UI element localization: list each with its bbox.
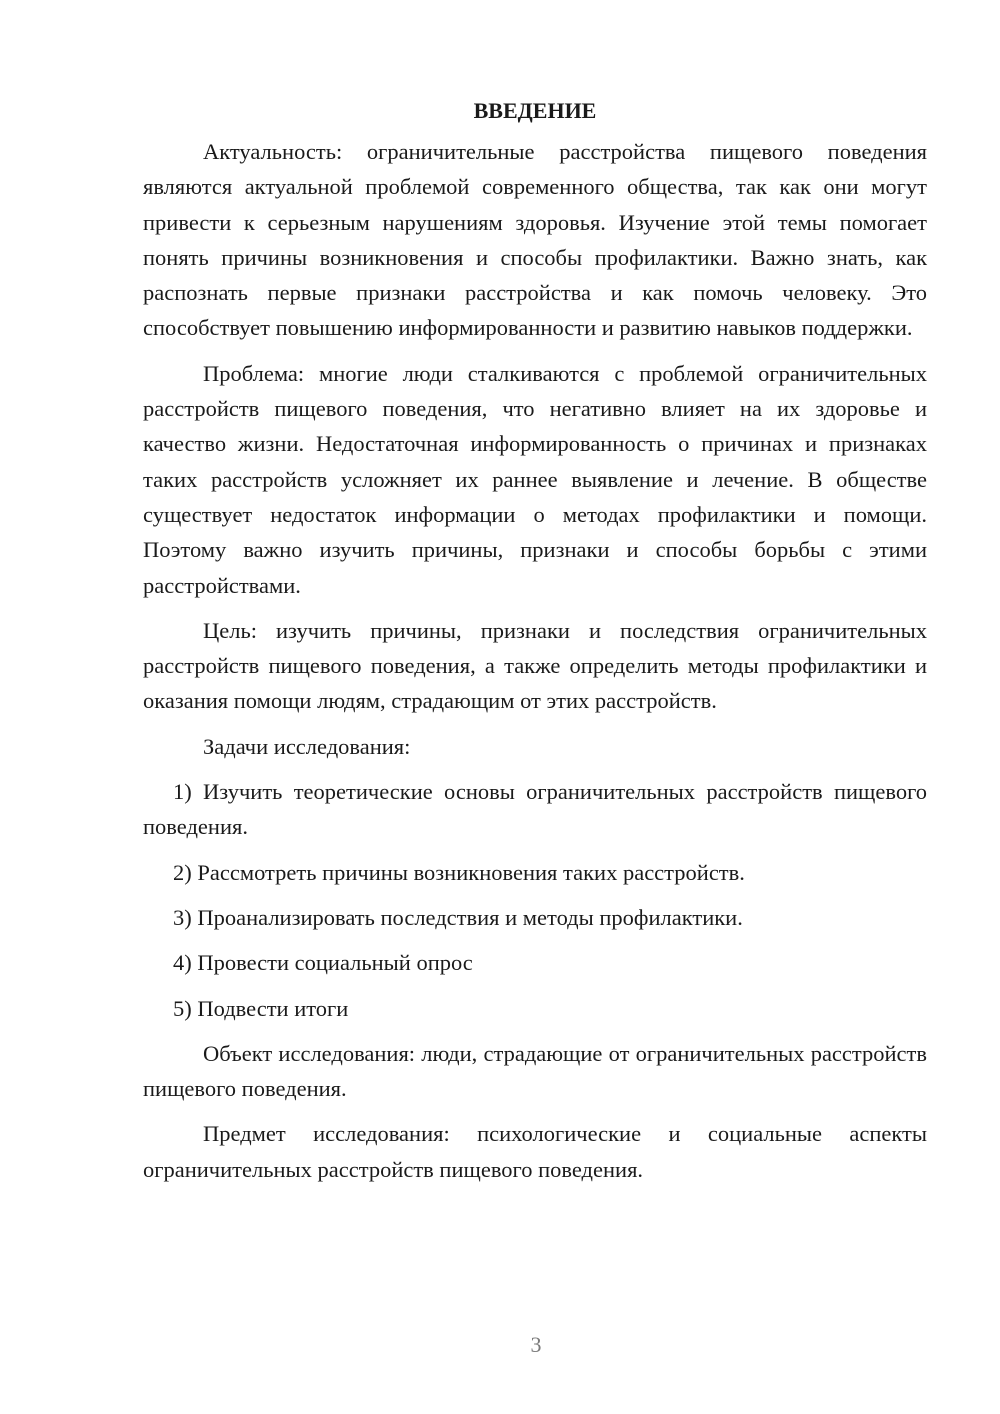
page-content — [143, 96, 927, 1197]
paragraph-goal: Цель: изучить причины, признаки и последствия ограничительных расстройств пищевого поведения, а также определить методы профилактики и оказания помощи людям, страдающим от этих расстройств. — [143, 617, 927, 714]
page-number: 3 — [530, 1332, 542, 1357]
task-item-1: 1) Изучить теоретические основы ограничительных расстройств пищевого поведения. — [143, 779, 927, 840]
task-item-3: 3) Проанализировать последствия и методы профилактики. — [173, 904, 743, 930]
paragraph-subject: Предмет исследования: психологические и социальные аспекты ограничительных расстройств пищевого поведения. — [143, 1121, 927, 1182]
tasks-heading: Задачи исследования: — [203, 733, 411, 759]
paragraph-object: Объект исследования: люди, страдающие от ограничительных расстройств пищевого поведения. — [143, 1040, 927, 1102]
page-title: ВВЕДЕНИЕ — [473, 98, 597, 123]
task-item-4: 4) Провести социальный опрос — [173, 950, 473, 976]
paragraph-problem: Проблема: многие люди сталкиваются с проблемой ограничительных расстройств пищевого поведения, что негативно влияет на их здоровье и качество жизни. Недостаточная информированность о причинах и признаках таких расстройств усложняет их раннее выявление и лечение. В обществе существует недостаток информации о методах профилактики и помощи. Поэтому важно изучить причины, признаки и способы борьбы с этими расстройствами. — [143, 360, 927, 598]
task-item-5: 5) Подвести итоги — [173, 995, 349, 1021]
paragraph-relevance: Актуальность: ограничительные расстройства пищевого поведения являются актуальной проблемой современного общества, так как они могут привести к серьезным нарушениям здоровья. Изучение этой темы помогает понять причины возникновения и способы профилактики. Важно знать, как распознать первые признаки расстройства и как помочь человеку. Это способствует повышению информированности и развитию навыков поддержки. — [143, 139, 927, 341]
task-item-2: 2) Рассмотреть причины возникновения таких расстройств. — [173, 859, 745, 885]
